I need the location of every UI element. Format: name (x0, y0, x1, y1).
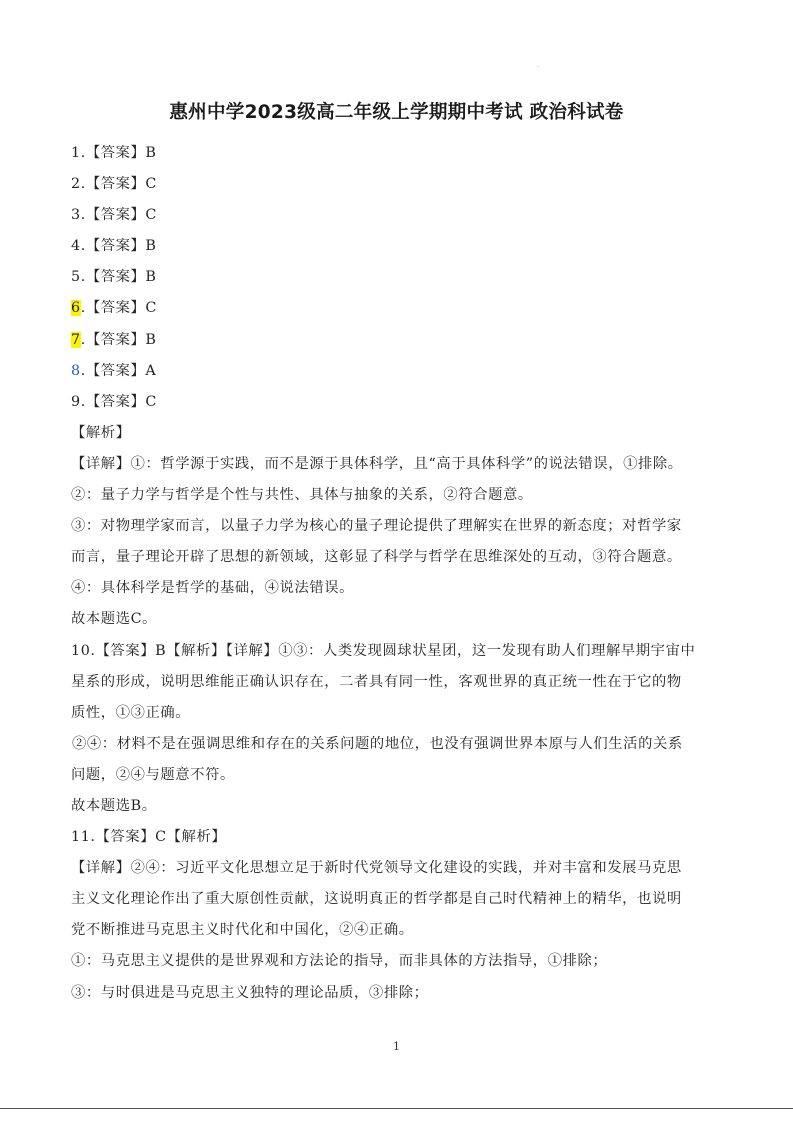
answer-number: 3 (71, 207, 81, 224)
answer-line-3 (71, 201, 731, 232)
page-title: 惠州中学2023级高二年级上学期期中考试 政治科试卷 (169, 102, 624, 123)
answer-line-5 (71, 263, 731, 294)
answer-line-9 (71, 388, 731, 419)
answer-line-7 (71, 326, 731, 357)
answer-text: .【答案】B (80, 238, 157, 255)
footer-divider (0, 1108, 793, 1109)
q11-explanation-line: 【详解】②④：习近平文化思想立足于新时代党领导文化建设的实践，并对丰富和发展马克思 (71, 860, 682, 877)
answer-line-2 (71, 170, 731, 201)
answer-number: 5 (71, 269, 81, 286)
q9-conclusion: 故本题选C。 (71, 611, 158, 628)
q11-explanation-line: ①：马克思主义提供的是世界观和方法论的指导，而非具体的方法指导，①排除； (71, 953, 608, 970)
highlighted-answer-number: 7 (71, 331, 81, 348)
page-number: 1 (393, 1040, 400, 1053)
q11-explanation-line: ③：与时俱进是马克思主义独特的理论品质，③排除； (71, 984, 429, 1001)
answer-text: .【答案】C (80, 207, 157, 224)
q10-explanation-line: 10.【答案】B【解析】【详解】①③：人类发现圆球状星团，这一发现有助人们理解早期宇宙中 (71, 642, 696, 659)
q10-explanation-line: 问题，②④与题意不符。 (71, 766, 235, 783)
q9-analysis-heading: 【解析】 (71, 424, 131, 441)
answer-number: 4 (71, 238, 81, 255)
answer-number: 1 (71, 145, 81, 161)
q9-explanation-line: 【详解】①：哲学源于实践，而不是源于具体科学，且“高于具体科学”的说法错误，①排除。 (71, 455, 683, 472)
answer-number: 9 (71, 393, 81, 410)
q11-explanation-line: 党不断推进马克思主义时代化和中国化，②④正确。 (71, 922, 414, 939)
highlighted-answer-number: 6 (71, 300, 81, 317)
answer-text: .【答案】C (80, 176, 157, 193)
q10-explanation-line: 质性，①③正确。 (71, 704, 191, 721)
answer-line-4 (71, 232, 731, 263)
answer-text: .【答案】B (80, 331, 157, 348)
q9-explanation-line: ④：具体科学是哲学的基础，④说法错误。 (71, 580, 355, 597)
answer-text: .【答案】C (80, 300, 157, 317)
q9-explanation-line: 而言，量子理论开辟了思想的新领域，这彰显了科学与哲学在思维深处的互动，③符合题意。 (71, 549, 682, 566)
answer-content (71, 139, 731, 1010)
q9-explanation-line: ②：量子力学与哲学是个性与共性、具体与抽象的关系，②符合题意。 (71, 487, 533, 504)
answer-line-6 (71, 294, 731, 325)
q10-conclusion: 故本题选B。 (71, 797, 157, 814)
answer-line-8 (71, 357, 731, 388)
blue-answer-number: 8 (71, 362, 81, 379)
q10-explanation-line: ②④：材料不是在强调思维和存在的关系问题的地位，也没有强调世界本原与人们生活的关系 (72, 735, 683, 752)
q11-answer-line: 11.【答案】C【解析】 (71, 829, 227, 846)
answer-number: 2 (71, 176, 81, 193)
answer-text: .【答案】C (80, 393, 157, 410)
answer-text: .【答案】A (80, 362, 157, 379)
answer-line-1 (71, 139, 731, 170)
q11-explanation-line: 主义文化理论作出了重大原创性贡献，这说明真正的哲学都是自己时代精神上的精华，也说明 (71, 891, 682, 908)
header-mark: . (537, 62, 539, 69)
q10-explanation-line: 星系的形成，说明思维能正确认识存在，二者具有同一性，客观世界的真正统一性在于它的物 (71, 673, 682, 690)
answer-text: .【答案】B (80, 269, 157, 286)
q9-explanation-line: ③：对物理学家而言，以量子力学为核心的量子理论提供了理解实在世界的新态度；对哲学家 (71, 518, 682, 535)
answer-text: .【答案】B (80, 145, 157, 161)
